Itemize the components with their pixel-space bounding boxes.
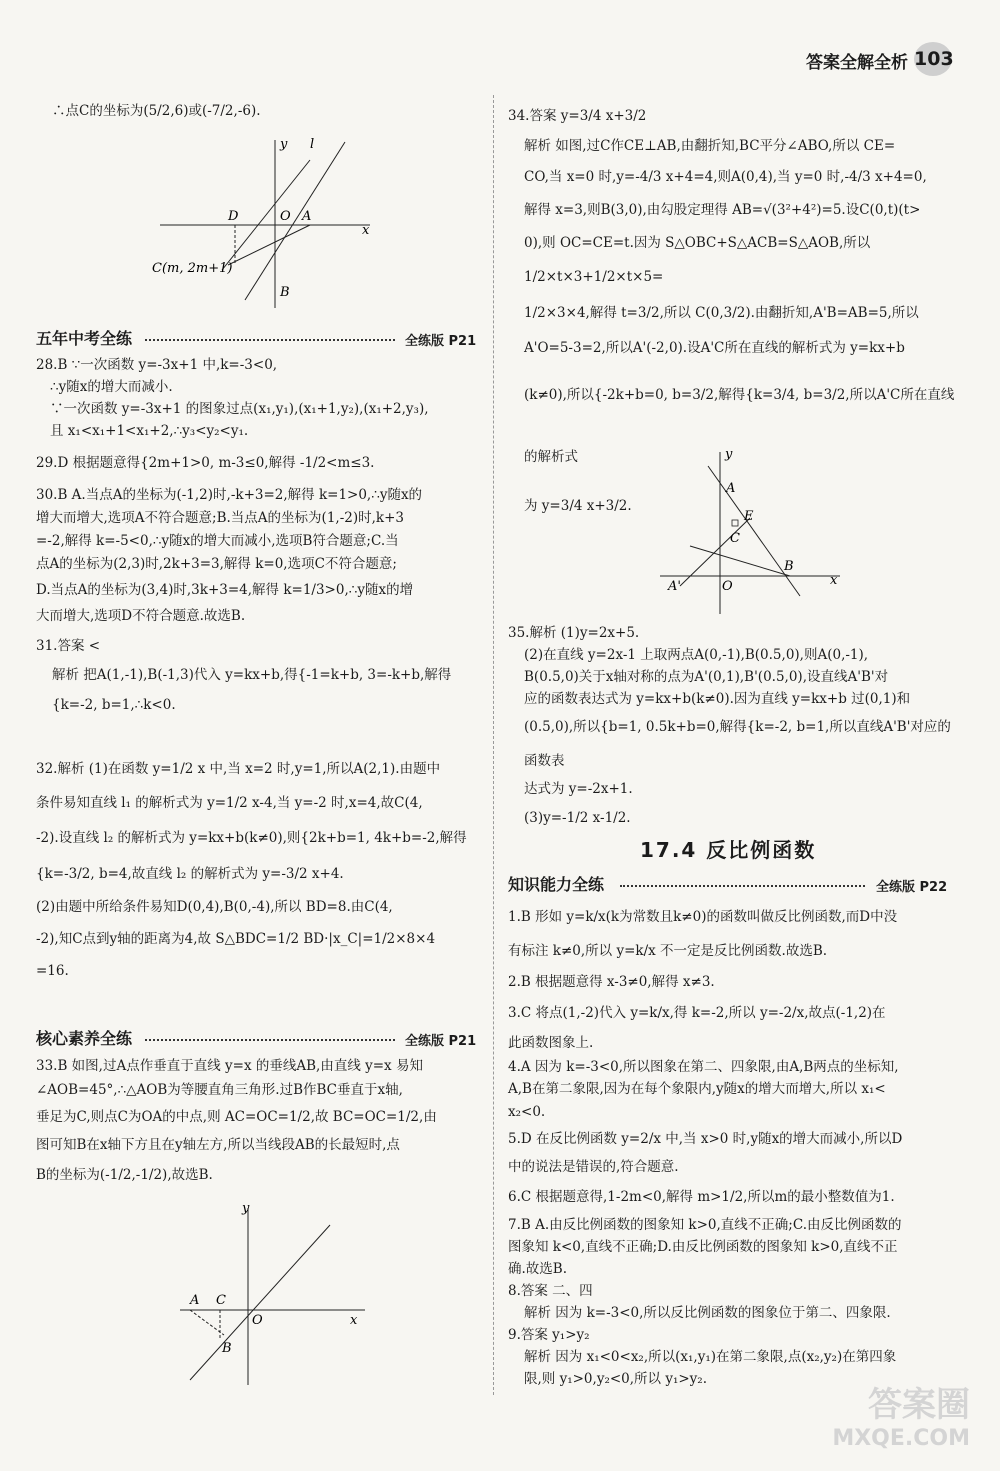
q8-line: 8.答案 二、四 [508,1283,593,1299]
q3-line: 3.C 将点(1,-2)代入 y=k/x,得 k=-2,所以 y=-2/x,故点(-1,2)在 [508,1005,886,1021]
column-divider [493,95,494,1395]
figure-1 [150,130,380,310]
section-ref: 全练版 P21 [405,1034,477,1049]
fig1-label-d: D [228,209,239,224]
q28-line: 28.B ∵一次函数 y=-3x+1 中,k=-3<0, [36,357,278,373]
question-28 [36,354,481,442]
q35-line: 达式为 y=-2x+1. [524,781,633,797]
section-title-hexin: 核心素养全练 [36,1029,133,1048]
watermark-url: MXQE.COM [832,1426,970,1451]
q34-line: 为 y=3/4 x+3/2. [524,498,632,514]
watermark [832,1377,970,1451]
q28-line: 且 x₁<x₁+1<x₁+2,∴y₃<y₂<y₁. [50,423,249,439]
q32-line: (2)由题中所给条件易知D(0,4),B(0,-4),所以 BD=8.由C(4, [36,899,393,915]
q31-line: {k=-2, b=1,∴k<0. [52,697,176,713]
watermark-logo: 答案圈 [868,1385,970,1425]
q30-line: =-2,解得 k=-5<0,∴y随x的增大而减小,选项B符合题意;C.当 [36,533,399,549]
q34-line: 1/2×3×4,解得 t=3/2,所以 C(0,3/2).由翻折知,A'B=AB=5,所以 [524,305,919,321]
q31-line: 解析 把A(1,-1),B(-1,3)代入 y=kx+b,得{-1=k+b, 3=-k+b,解得 [52,667,452,683]
q32-line: -2),知C点到y轴的距离为4,故 S△BDC=1/2 BD·|x_C|=1/2×8×4 [36,931,436,947]
question-33 [36,1054,481,1192]
fig3-label-a-prime: A' [668,579,681,594]
question-35 [508,622,958,836]
fig2-label-o: O [252,1313,263,1328]
q34-line: 解析 如图,过C作CE⊥AB,由翻折知,BC平分∠ABO,所以 CE= [524,138,896,154]
fig1-line-l [245,142,345,300]
q7-line: 图象知 k<0,直线不正确;D.由反比例函数的图象知 k>0,直线不正 [508,1239,898,1255]
fig3-right-angle [732,520,738,526]
q33-line: 33.B 如图,过A点作垂直于直线 y=x 的垂线AB,由直线 y=x 易知 [36,1058,423,1074]
q35-line: 应的函数表达式为 y=kx+b(k≠0).因为直线 y=kx+b 过(0,1)和 [524,691,911,707]
q30-line: D.当点A的坐标为(3,4)时,3k+3=4,解得 k=1/3>0,∴y随x的增 [36,582,414,598]
q35-line: 35.解析 (1)y=2x+5. [508,625,640,641]
fig1-label-x: x [362,223,370,238]
q1-line: 有标注 k≠0,所以 y=k/x 不一定是反比例函数.故选B. [508,943,828,959]
q33-line: 垂足为C,则点C为OA的中点,则 AC=OC=1/2,故 BC=OC=1/2,由 [36,1109,437,1125]
q33-line: B的坐标为(-1/2,-1/2),故选B. [36,1167,213,1183]
fig1-label-b: B [280,285,290,300]
intro-line [52,100,477,122]
fig1-label-o: O [280,209,291,224]
fig2-line-y-eq-x [190,1225,330,1380]
q32-line: 32.解析 (1)在函数 y=1/2 x 中,当 x=2 时,y=1,所以A(2,1).由题中 [36,761,441,777]
section-ref: 全练版 P21 [405,334,477,349]
q32-line: -2).设直线 l₂ 的解析式为 y=kx+b(k≠0),则{2k+b=1, 4k+b=-2,解得 [36,830,467,846]
q34-line: 解得 x=3,则B(3,0),由勾股定理得 AB=√(3²+4²)=5.设C(0,t)(t> [524,202,921,218]
q31-line: 31.答案 < [36,638,101,654]
question-31 [36,632,481,720]
fig3-label-b: B [784,559,794,574]
q1-line: 1.B 形如 y=k/x(k为常数且k≠0)的函数叫做反比例函数,而D中没 [508,909,898,925]
q32-line: {k=-3/2, b=4,故直线 l₂ 的解析式为 y=-3/2 x+4. [36,866,344,882]
q5-line: 中的说法是错误的,符合题意. [508,1159,679,1175]
fig2-label-b: B [222,1341,232,1356]
section-dotted-line [620,885,865,887]
q7-line: 确.故选B. [508,1261,568,1277]
question-32 [36,752,481,986]
q29-line: 29.D 根据题意得{2m+1>0, m-3≤0,解得 -1/2<m≤3. [36,455,375,471]
q5-line: 5.D 在反比例函数 y=2/x 中,当 x>0 时,y随x的增大而减小,所以D [508,1131,903,1147]
section-title-wunian: 五年中考全练 [36,329,133,348]
q35-line: B(0.5,0)关于x轴对称的点为A'(0,1),B'(0.5,0),设直线A'B'对 [524,669,889,685]
fig1-label-l: l [310,137,315,152]
chapter-title: 17.4 反比例函数 [640,838,817,862]
q35-line: (0.5,0),所以{b=1, 0.5k+b=0,解得{k=-2, b=1,所以直线A'B'对应的函数表 [524,719,951,769]
q34-line: 0),则 OC=CE=t.因为 S△OBC+S△ACB=S△AOB,所以 1/2×t×3+1/2×t×5= [524,235,871,285]
fig3-label-o: O [722,579,733,594]
fig2-label-a: A [190,1293,200,1308]
q9-line: 限,则 y₁>0,y₂<0,所以 y₁>y₂. [524,1371,708,1387]
q33-line: ∠AOB=45°,∴△AOB为等腰直角三角形.过B作BC垂直于x轴, [36,1082,403,1098]
q6-line: 6.C 根据题意得,1-2m<0,解得 m>1/2,所以m的最小整数值为1. [508,1189,895,1205]
q9-line: 解析 因为 x₁<0<x₂,所以(x₁,y₁)在第二象限,点(x₂,y₂)在第四象 [524,1349,897,1365]
q34-line: CO,当 x=0 时,y=-4/3 x+4=4,则A(0,4),当 y=0 时,-4/3 x+4=0, [524,169,927,185]
q30-line: 大而增大,选项D不符合题意.故选B. [36,608,246,624]
q3-line: 此函数图象上. [508,1035,594,1051]
page-number: 103 [914,42,952,76]
fig3-label-x: x [830,573,838,588]
q9-line: 9.答案 y₁>y₂ [508,1327,590,1343]
fig3-label-y: y [725,447,733,462]
q32-line: =16. [36,963,69,979]
fig1-label-y: y [280,137,288,152]
q8-line: 解析 因为 k=-3<0,所以反比例函数的图象位于第二、四象限. [524,1305,891,1321]
fig2-label-c: C [216,1293,226,1308]
q32-line: 条件易知直线 l₁ 的解析式为 y=1/2 x-4,当 y=-2 时,x=4,故C(4, [36,795,423,811]
figure-3 [650,446,850,616]
q30-line: 增大而增大,选项A不符合题意;B.当点A的坐标为(1,-2)时,k+3 [36,510,404,526]
q4-line: 4.A 因为 k=-3<0,所以图象在第二、四象限,由A,B两点的坐标知, [508,1059,899,1075]
q35-line: (2)在直线 y=2x-1 上取两点A(0,-1),B(0.5,0),则A(0,-1), [524,647,869,663]
section-dotted-line [145,339,395,341]
section-ref: 全练版 P22 [876,880,948,895]
q34-line: (k≠0),所以{-2k+b=0, b=3/2,解得{k=3/4, b=3/2,所以A'C所在直线的解析式 [524,387,955,465]
q33-line: 图可知B在x轴下方且在y轴左方,所以当线段AB的长最短时,点 [36,1137,400,1153]
section-dotted-line [145,1039,395,1041]
q28-line: ∴y随x的增大而减小. [50,379,173,395]
question-29 [36,450,481,476]
q30-line: 30.B A.当点A的坐标为(-1,2)时,-k+3=2,解得 k=1>0,∴y随x的 [36,487,423,503]
fig2-label-y: y [242,1201,250,1216]
fig2-dashed-ab [190,1310,224,1335]
figure-2 [170,1200,370,1390]
q4-line: x₂<0. [508,1104,546,1120]
q34-line: 34.答案 y=3/4 x+3/2 [508,108,647,124]
fig3-label-e: E [744,509,754,524]
fig2-label-x: x [350,1313,358,1328]
q7-line: 7.B A.由反比例函数的图象知 k>0,直线不正确;C.由反比例函数的 [508,1217,902,1233]
fig1-label-a: A [302,209,312,224]
fig3-label-a: A [726,481,736,496]
q35-line: (3)y=-1/2 x-1/2. [524,810,631,826]
header-title: 答案全解全析 [806,53,908,73]
fig1-line-3 [228,225,310,265]
intro-text: ∴点C的坐标为(5/2,6)或(-7/2,-6). [52,103,261,119]
answers-17-4 [508,900,958,1390]
q34-line: A'O=5-3=2,所以A'(-2,0).设A'C所在直线的解析式为 y=kx+b [524,340,905,356]
q4-line: A,B在第二象限,因为在每个象限内,y随x的增大而增大,所以 x₁< [508,1081,886,1097]
q2-line: 2.B 根据题意得 x-3≠0,解得 x≠3. [508,974,715,990]
fig1-label-c: C(m, 2m+1) [152,261,233,276]
fig3-label-c: C [730,531,740,546]
question-30 [36,484,481,628]
q30-line: 点A的坐标为(2,3)时,2k+3=3,解得 k=0,选项C不符合题意; [36,556,397,572]
section-title-zhishi: 知识能力全练 [508,875,605,894]
q28-line: ∵一次函数 y=-3x+1 的图象过点(x₁,y₁),(x₁+1,y₂),(x₁+2,y₃), [50,401,429,417]
